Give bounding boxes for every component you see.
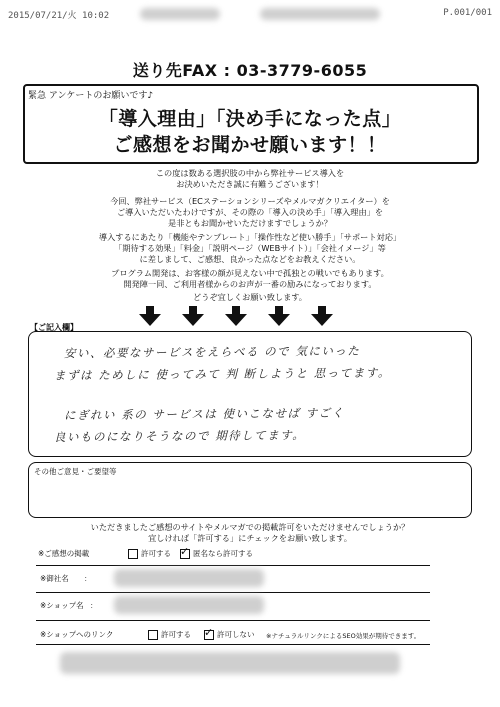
entry-section-label: 【ご記入欄】	[30, 323, 78, 332]
shop-name-colon: ：	[90, 601, 98, 610]
handwritten-line: 良いものになりそうなので 期待してます。	[53, 427, 306, 445]
link-allow-option[interactable]	[148, 629, 191, 640]
publish-allow-label: 許可する	[141, 549, 171, 558]
body-line: プログラム開発は、お客様の顔が見えない中で孤独との戦いでもあります。	[111, 268, 389, 278]
publish-allow-checkbox[interactable]	[128, 549, 138, 559]
body-line: 導入するにあたり「機能やテンプレート」「操作性など使い勝手」「サポート対応」	[98, 232, 402, 242]
company-name-label: ※御社名	[40, 574, 69, 583]
publish-anon-checkbox[interactable]	[180, 549, 190, 559]
body-paragraph-1	[0, 196, 500, 229]
form-table-row-divider	[36, 592, 430, 593]
seo-note: ※ナチュラルリンクによるSEO効果が期待できます。	[266, 632, 421, 640]
intro-line: この度は数ある選択肢の中から弊社サービス導入を	[155, 168, 345, 178]
headline-line-1: 「導入理由」「決め手になった点」	[98, 108, 402, 130]
form-table-bottom-border	[36, 644, 430, 645]
handwritten-line: まずは ためしに 使ってみて 判 断しようと 思ってます。	[53, 365, 391, 383]
link-deny-label: 許可しない	[217, 630, 255, 639]
publish-anon-option[interactable]	[180, 548, 253, 559]
publish-consent-label: ※ご感想の掲載	[38, 549, 90, 558]
down-arrows	[138, 306, 348, 328]
permission-line: 宜しければ「許可する」にチェックをお願い致します。	[148, 533, 352, 543]
fax-datetime: 2015/07/21/火 10:02	[8, 11, 110, 21]
handwritten-line: 安い、必要なサービスをえらべる ので 気にいった	[63, 343, 361, 361]
body-paragraph-3	[0, 268, 500, 290]
company-name-colon: ：	[84, 574, 92, 583]
other-comments-label: その他ご意見・ご要望等	[34, 467, 117, 476]
intro-text	[0, 168, 500, 190]
body-line: 是非ともお聞かせいただけますでしょうか？	[168, 218, 332, 228]
link-deny-checkbox[interactable]	[204, 630, 214, 640]
fax-page-number: P.001/001	[443, 8, 492, 18]
redacted-header-right	[260, 8, 380, 20]
fax-header	[8, 6, 492, 20]
body-line: 「期待する効果」「料金」「説明ページ（WEBサイト）」「会社イメージ」等	[114, 243, 386, 253]
permission-line: いただきましたご感想のサイトやメルマガでの掲載許可をいただけませんでしょうか？	[90, 522, 410, 532]
form-table-row-divider	[36, 620, 430, 621]
headline-line-2: ご感想をお聞かせ願います！！	[113, 134, 387, 156]
redacted-company-name	[114, 569, 264, 587]
body-line: 開発陣一同、ご利用者様からのお声が一番の励みになっております。	[123, 279, 377, 289]
redacted-footer	[60, 652, 400, 674]
send-to-fax: 送り先FAX : 03-3779-6055	[132, 61, 368, 80]
permission-text	[0, 522, 500, 544]
link-allow-label: 許可する	[161, 630, 191, 639]
form-table-top-border	[36, 565, 430, 566]
urgent-label: 緊急 アンケートのお願いです♪	[28, 91, 154, 101]
redacted-shop-name	[114, 596, 264, 614]
body-line: ご導入いただいたわけですが、その際の「導入の決め手」「導入理由」を	[116, 207, 384, 217]
publish-allow-option[interactable]	[128, 548, 171, 559]
closing-text: どうぞ宜しくお願い致します。	[193, 292, 307, 302]
handwritten-line: にぎれい 系の サービスは 使いこなせば すごく	[63, 405, 345, 423]
intro-line: お決めいただき誠に有難うございます！	[176, 179, 324, 189]
body-paragraph-2	[0, 232, 500, 265]
publish-anon-label: 匿名なら許可する	[193, 549, 253, 558]
body-line: 今回、弊社サービス（ECステーションシリーズやメルマガクリエイター）を	[110, 196, 390, 206]
redacted-header-left	[140, 8, 220, 20]
link-deny-option[interactable]	[204, 629, 255, 640]
link-allow-checkbox[interactable]	[148, 630, 158, 640]
shop-link-label: ※ショップへのリンク	[40, 630, 114, 639]
body-line: に差しまして、ご感想、良かった点などをお教えください。	[139, 254, 361, 264]
shop-name-label: ※ショップ名	[40, 601, 84, 610]
